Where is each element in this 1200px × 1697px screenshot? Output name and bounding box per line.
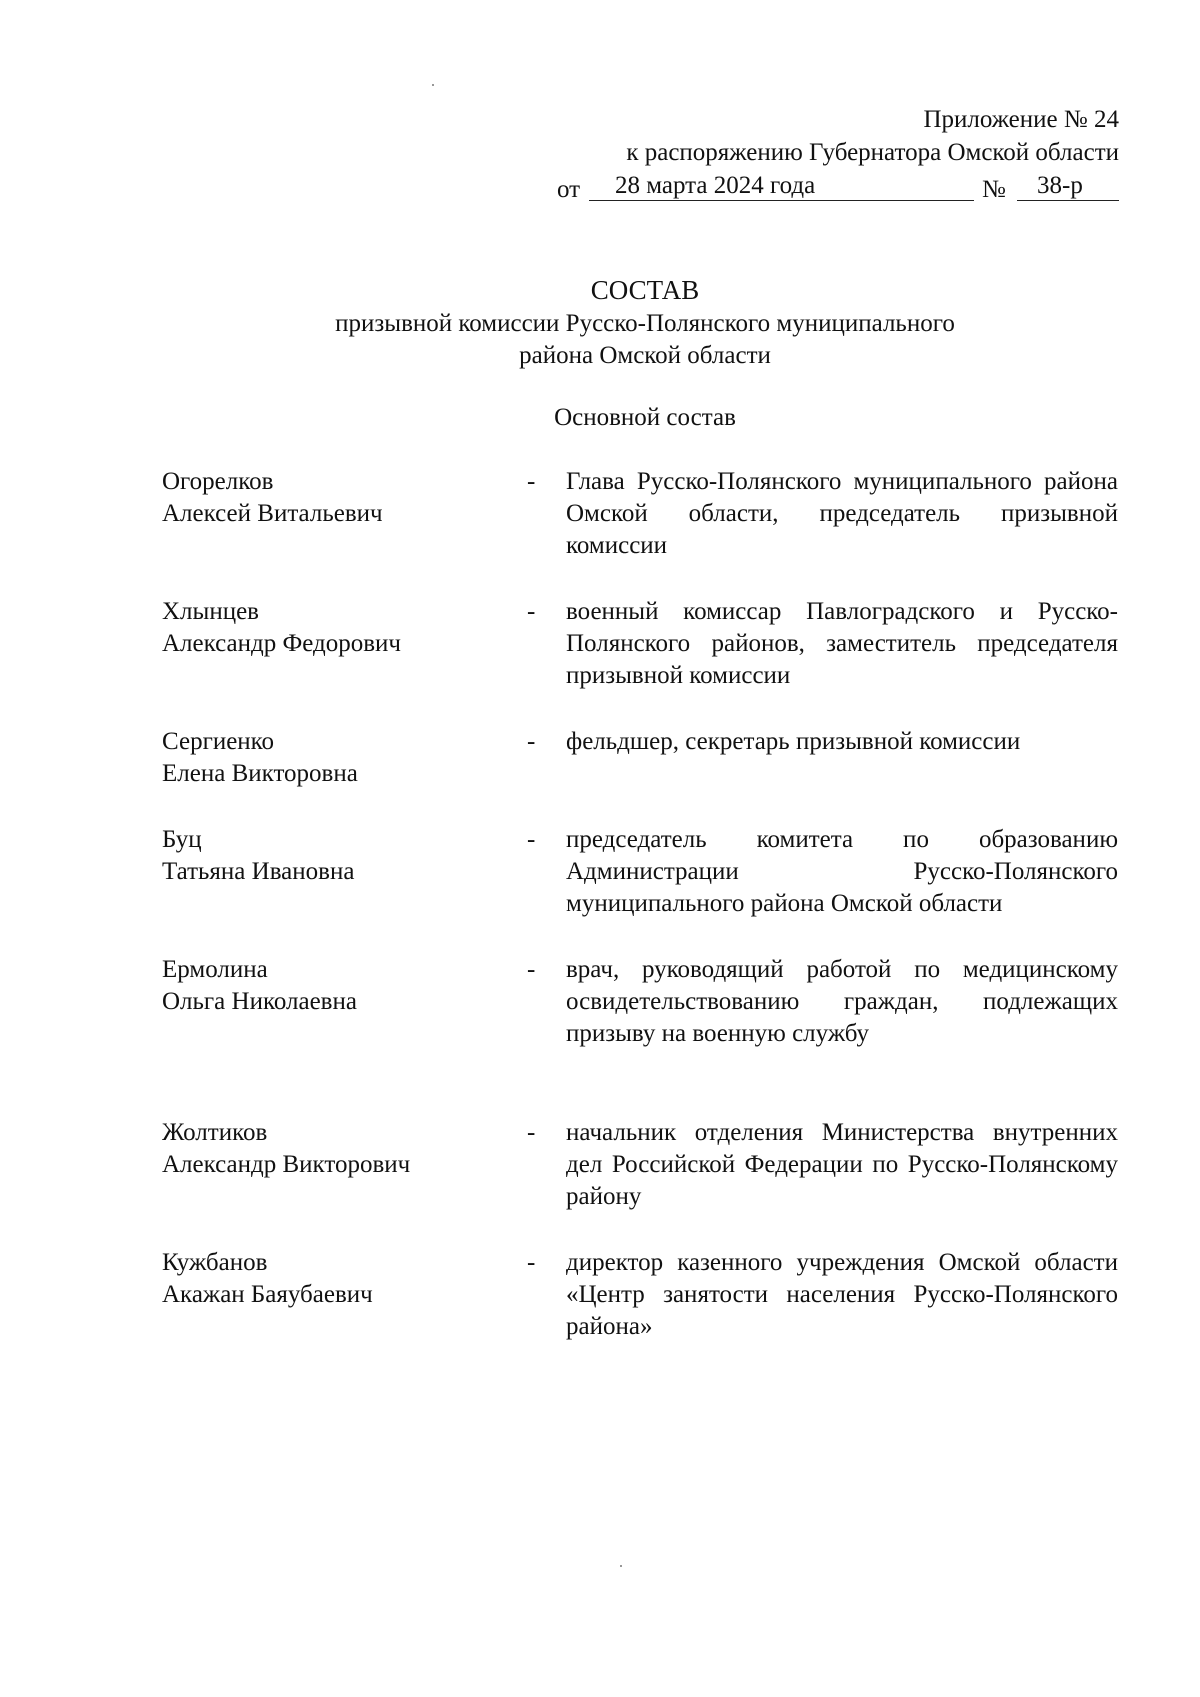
dash: - bbox=[527, 956, 536, 983]
member-surname: Ермолина bbox=[162, 956, 268, 983]
member-name bbox=[162, 466, 522, 530]
member-surname: Жолтиков bbox=[162, 1119, 268, 1146]
member-name bbox=[162, 596, 522, 660]
dash: - bbox=[527, 1249, 536, 1276]
dash: - bbox=[527, 826, 536, 853]
scan-speck bbox=[620, 1565, 622, 1567]
member-surname: Огорелков bbox=[162, 468, 274, 495]
dash: - bbox=[527, 468, 536, 495]
order-date-line bbox=[557, 170, 1119, 204]
member-name bbox=[162, 1117, 522, 1181]
appendix-number: Приложение № 24 bbox=[923, 106, 1119, 133]
member-role: военный комиссар Павлоградского и Русско-Полянского районов, заместитель председателя призывной комиссии bbox=[566, 598, 1118, 689]
scan-speck bbox=[432, 84, 434, 86]
title-main: СОСТАВ bbox=[590, 275, 700, 305]
order-date-field bbox=[589, 170, 974, 201]
order-date: 28 марта 2024 года bbox=[615, 172, 816, 199]
member-surname: Сергиенко bbox=[162, 728, 275, 755]
from-word: от bbox=[557, 176, 581, 203]
section-title: Основной состав bbox=[554, 404, 736, 431]
appendix-reference: к распоряжению Губернатора Омской области bbox=[626, 139, 1119, 166]
member-given-name: Акажан Баяубаевич bbox=[162, 1281, 373, 1308]
member-given-name: Алексей Витальевич bbox=[162, 500, 383, 527]
member-name bbox=[162, 1247, 522, 1311]
dash: - bbox=[527, 728, 536, 755]
member-given-name: Елена Викторовна bbox=[162, 760, 358, 787]
member-surname: Кужбанов bbox=[162, 1249, 268, 1276]
member-surname: Хлынцев bbox=[162, 598, 259, 625]
member-name bbox=[162, 726, 522, 790]
document-title bbox=[0, 272, 1200, 372]
member-given-name: Татьяна Ивановна bbox=[162, 858, 355, 885]
title-subtitle-line2: района Омской области bbox=[519, 342, 771, 369]
member-given-name: Александр Федорович bbox=[162, 630, 401, 657]
appendix-header bbox=[519, 104, 1119, 170]
order-number-field bbox=[1017, 170, 1119, 201]
number-sign: № bbox=[982, 176, 1006, 203]
member-role: директор казенного учреждения Омской области «Центр занятости населения Русско-Полянского района» bbox=[566, 1249, 1118, 1340]
member-role: Глава Русско-Полянского муниципального района Омской области, председатель призывной комиссии bbox=[566, 468, 1118, 559]
order-number: 38-р bbox=[1037, 172, 1083, 199]
member-surname: Буц bbox=[162, 826, 202, 853]
member-role: врач, руководящий работой по медицинскому освидетельствованию граждан, подлежащих призыву на военную службу bbox=[566, 956, 1118, 1047]
member-role: председатель комитета по образованию Администрации Русско-Полянского муниципального района Омской области bbox=[566, 826, 1118, 917]
member-name bbox=[162, 824, 522, 888]
member-given-name: Александр Викторович bbox=[162, 1151, 411, 1178]
dash: - bbox=[527, 598, 536, 625]
member-given-name: Ольга Николаевна bbox=[162, 988, 357, 1015]
dash: - bbox=[527, 1119, 536, 1146]
title-subtitle-line1: призывной комиссии Русско-Полянского муниципального bbox=[335, 310, 955, 337]
member-role: фельдшер, секретарь призывной комиссии bbox=[566, 728, 1021, 755]
member-role: начальник отделения Министерства внутренних дел Российской Федерации по Русско-Полянскому району bbox=[566, 1119, 1118, 1210]
member-name bbox=[162, 954, 522, 1018]
